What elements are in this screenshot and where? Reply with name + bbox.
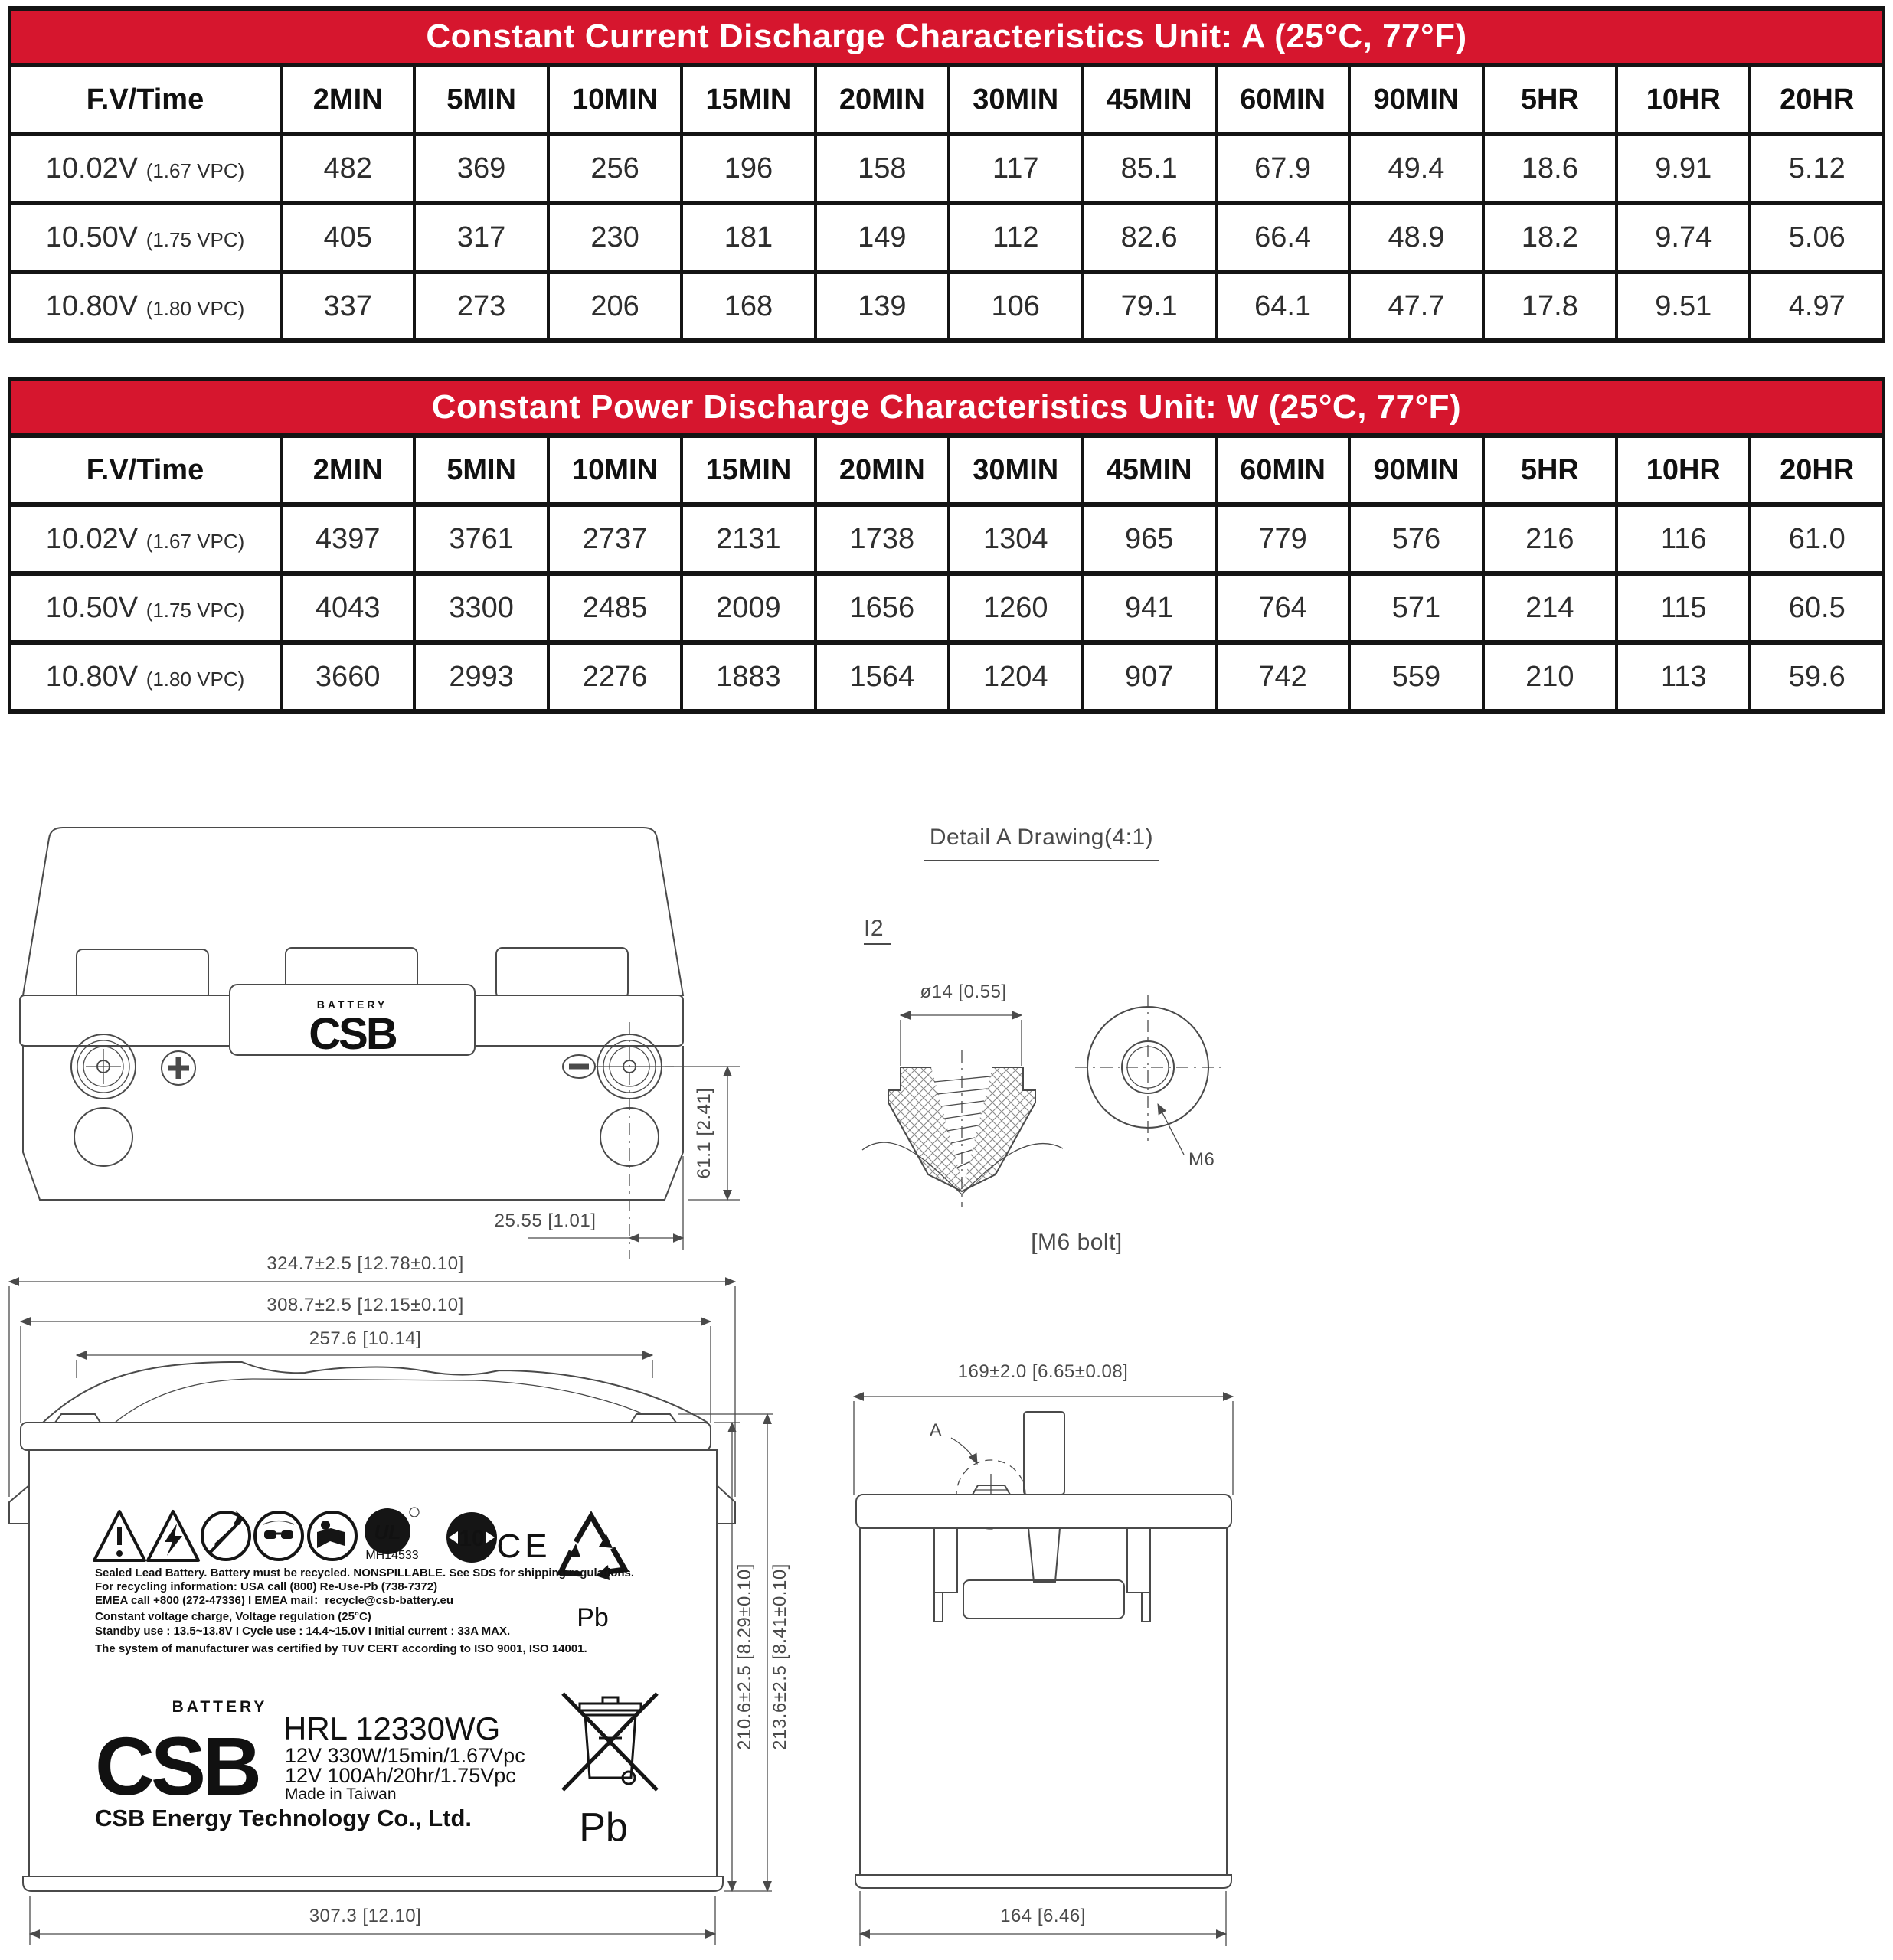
svg-text:308.7±2.5 [12.15±0.10]: 308.7±2.5 [12.15±0.10] [266, 1295, 464, 1315]
power-value-cell: 4043 [281, 573, 414, 642]
ce-mark: CE [496, 1527, 551, 1565]
flange-left [9, 1485, 29, 1524]
current-value-cell: 9.51 [1617, 272, 1750, 341]
power-value-cell: 2993 [414, 642, 548, 711]
power-value-cell: 1738 [816, 505, 949, 573]
current-value-cell: 5.06 [1750, 203, 1884, 272]
crossed-bin-icon [563, 1694, 657, 1790]
vpc-note: (1.67 VPC) [145, 529, 245, 553]
svg-text:307.3 [12.10]: 307.3 [12.10] [309, 1906, 422, 1926]
power-value-cell: 2131 [682, 505, 815, 573]
company-name: CSB Energy Technology Co., Ltd. [95, 1805, 472, 1831]
power-value-cell: 965 [1082, 505, 1215, 573]
terminal-cap-right [631, 1414, 676, 1423]
current-data-row [9, 203, 1884, 272]
terminal-bracket [934, 1528, 1150, 1622]
current-row-label: 10.80V (1.80 VPC) [9, 272, 281, 341]
detail-a-leader [951, 1438, 977, 1464]
power-col-header-10hr: 10HR [1617, 436, 1750, 505]
current-value-cell: 5.12 [1750, 134, 1884, 203]
current-corner-header: F.V/Time [9, 65, 281, 134]
current-value-cell: 196 [682, 134, 815, 203]
thread-label: M6 [1188, 1149, 1215, 1170]
current-value-cell: 18.6 [1483, 134, 1617, 203]
svg-text:164 [6.46]: 164 [6.46] [1000, 1906, 1086, 1926]
power-col-header-5hr: 5HR [1483, 436, 1617, 505]
terminal-cap-left [55, 1414, 100, 1423]
current-value-cell: 4.97 [1750, 272, 1884, 341]
model-number: HRL 12330WG [283, 1710, 501, 1746]
dim-width-body [30, 1896, 715, 1945]
current-col-header-10hr: 10HR [1617, 65, 1750, 134]
power-col-header-60min: 60MIN [1216, 436, 1349, 505]
power-value-cell: 2737 [548, 505, 682, 573]
spec-power: 12V 330W/15min/1.67Vpc [285, 1744, 525, 1767]
power-corner-header: F.V/Time [9, 436, 281, 505]
current-value-cell: 158 [816, 134, 949, 203]
power-value-cell: 214 [1483, 573, 1617, 642]
current-value-cell: 82.6 [1082, 203, 1215, 272]
svg-text:324.7±2.5 [12.78±0.10]: 324.7±2.5 [12.78±0.10] [266, 1253, 464, 1274]
current-col-header-60min: 60MIN [1216, 65, 1349, 134]
technical-drawings [0, 796, 1893, 1960]
power-col-header-2min: 2MIN [281, 436, 414, 505]
current-value-cell: 337 [281, 272, 414, 341]
label-line-2: For recycling information: USA call (800) Re-Use-Pb (738-7372) [95, 1580, 438, 1593]
power-col-header-90min: 90MIN [1349, 436, 1483, 505]
label-line-3: EMEA call +800 (272-47336) I EMEA mail：recycle@csb-battery.eu [95, 1594, 454, 1607]
current-value-cell: 369 [414, 134, 548, 203]
power-col-header-45min: 45MIN [1082, 436, 1215, 505]
power-value-cell: 1883 [682, 642, 815, 711]
power-col-header-5min: 5MIN [414, 436, 548, 505]
power-value-cell: 3761 [414, 505, 548, 573]
power-value-cell: 210 [1483, 642, 1617, 711]
side-view [854, 1361, 1233, 1946]
current-col-header-90min: 90MIN [1349, 65, 1483, 134]
current-value-cell: 206 [548, 272, 682, 341]
detail-title: Detail A Drawing(4:1) [929, 825, 1154, 850]
rohs-10-icon [446, 1512, 497, 1563]
power-col-header-30min: 30MIN [949, 436, 1082, 505]
ul-mark-icon [365, 1508, 419, 1554]
current-value-cell: 139 [816, 272, 949, 341]
power-col-header-20min: 20MIN [816, 436, 949, 505]
power-value-cell: 61.0 [1750, 505, 1884, 573]
detail-a-view [862, 825, 1224, 1255]
power-table-title: Constant Power Discharge Characteristics Unit: W (25°C, 77°F) [9, 379, 1884, 436]
label-brand-small: BATTERY [172, 1698, 268, 1716]
power-value-cell: 60.5 [1750, 573, 1884, 642]
electric-shock-icon [148, 1511, 198, 1560]
front-view [9, 1253, 790, 1945]
minus-marker-icon [563, 1055, 595, 1078]
svg-text:213.6±2.5 [8.41±0.10]: 213.6±2.5 [8.41±0.10] [770, 1563, 790, 1750]
power-value-cell: 779 [1216, 505, 1349, 573]
pb-bin-text: Pb [579, 1805, 628, 1850]
power-value-cell: 3300 [414, 573, 548, 642]
current-value-cell: 256 [548, 134, 682, 203]
brand-small-text: BATTERY [316, 998, 388, 1011]
label-line-4: Constant voltage charge, Voltage regulation (25°C) [95, 1610, 371, 1623]
current-row-label: 10.02V (1.67 VPC) [9, 134, 281, 203]
overall-view [20, 828, 740, 1259]
side-lid [856, 1494, 1231, 1528]
dim-width-handle [77, 1328, 652, 1378]
current-value-cell: 67.9 [1216, 134, 1349, 203]
origin-text: Made in Taiwan [285, 1785, 397, 1803]
current-col-header-10min: 10MIN [548, 65, 682, 134]
power-value-cell: 2009 [682, 573, 815, 642]
power-value-cell: 1304 [949, 505, 1082, 573]
current-value-cell: 64.1 [1216, 272, 1349, 341]
power-value-cell: 571 [1349, 573, 1483, 642]
current-col-header-5hr: 5HR [1483, 65, 1617, 134]
current-value-cell: 49.4 [1349, 134, 1483, 203]
current-value-cell: 48.9 [1349, 203, 1483, 272]
csb-logo: CSB [309, 1009, 396, 1059]
vpc-note: (1.67 VPC) [145, 158, 245, 182]
power-data-row [9, 573, 1884, 642]
bolt-caption: [M6 bolt] [1031, 1230, 1123, 1255]
read-manual-icon [309, 1512, 356, 1560]
current-value-cell: 482 [281, 134, 414, 203]
label-text [95, 1566, 634, 1655]
spec-capacity: 12V 100Ah/20hr/1.75Vpc [285, 1764, 516, 1787]
current-value-cell: 106 [949, 272, 1082, 341]
detail-a-marker: A [929, 1420, 943, 1441]
svg-text:10: 10 [459, 1526, 485, 1551]
case-recess-left [74, 1108, 132, 1166]
current-data-row [9, 272, 1884, 341]
power-value-cell: 2276 [548, 642, 682, 711]
current-col-header-45min: 45MIN [1082, 65, 1215, 134]
current-value-cell: 149 [816, 203, 949, 272]
goggles-icon [255, 1512, 302, 1560]
current-col-header-20min: 20MIN [816, 65, 949, 134]
current-value-cell: 273 [414, 272, 548, 341]
dim-width-lid [21, 1295, 711, 1423]
power-value-cell: 1656 [816, 573, 949, 642]
power-value-cell: 559 [1349, 642, 1483, 711]
current-value-cell: 66.4 [1216, 203, 1349, 272]
current-data-row [9, 134, 1884, 203]
current-value-cell: 18.2 [1483, 203, 1617, 272]
handle-inner [115, 1379, 662, 1423]
current-value-cell: 230 [548, 203, 682, 272]
power-value-cell: 2485 [548, 573, 682, 642]
current-value-cell: 168 [682, 272, 815, 341]
current-value-cell: 117 [949, 134, 1082, 203]
power-col-header-20hr: 20HR [1750, 436, 1884, 505]
terminal-code: I2 [864, 916, 884, 941]
power-value-cell: 1260 [949, 573, 1082, 642]
no-fire-icon [202, 1511, 250, 1560]
ul-code: MH14533 [365, 1549, 419, 1562]
power-value-cell: 941 [1082, 573, 1215, 642]
power-value-cell: 1564 [816, 642, 949, 711]
svg-text:61.1 [2.41]: 61.1 [2.41] [694, 1087, 714, 1179]
brand-block [95, 1698, 267, 1812]
current-value-cell: 9.74 [1617, 203, 1750, 272]
power-value-cell: 59.6 [1750, 642, 1884, 711]
svg-text:257.6 [10.14]: 257.6 [10.14] [309, 1328, 422, 1349]
current-col-header-15min: 15MIN [682, 65, 815, 134]
power-value-cell: 113 [1617, 642, 1750, 711]
power-value-cell: 1204 [949, 642, 1082, 711]
dim-terminal-offset [495, 1156, 683, 1250]
current-value-cell: 181 [682, 203, 815, 272]
power-value-cell: 116 [1617, 505, 1750, 573]
svg-text:ø14 [0.55]: ø14 [0.55] [920, 982, 1007, 1002]
dim-width-flange [9, 1253, 735, 1497]
constant-current-table [8, 6, 1885, 343]
pb-recycle-text: Pb [577, 1603, 609, 1632]
case-base [23, 1877, 723, 1891]
current-value-cell: 405 [281, 203, 414, 272]
current-col-header-5min: 5MIN [414, 65, 548, 134]
current-value-cell: 47.7 [1349, 272, 1483, 341]
vpc-note: (1.75 VPC) [145, 227, 245, 251]
current-value-cell: 79.1 [1082, 272, 1215, 341]
constant-power-table [8, 377, 1885, 714]
label-csb-logo: CSB [95, 1720, 259, 1812]
plus-marker-icon [162, 1051, 195, 1085]
label-line-1: Sealed Lead Battery. Battery must be recycled. NONSPILLABLE. See SDS for shipping regulations. [95, 1566, 635, 1579]
lid-strip [21, 1423, 711, 1450]
handle-outer [43, 1362, 708, 1423]
power-data-row [9, 642, 1884, 711]
vent-cap-left [77, 949, 208, 1000]
power-row-label: 10.50V (1.75 VPC) [9, 573, 281, 642]
current-value-cell: 85.1 [1082, 134, 1215, 203]
current-row-label: 10.50V (1.75 VPC) [9, 203, 281, 272]
insert-top-view [1075, 995, 1224, 1170]
power-row-label: 10.80V (1.80 VPC) [9, 642, 281, 711]
svg-text:UL: UL [374, 1521, 401, 1544]
current-value-cell: 317 [414, 203, 548, 272]
current-value-cell: 112 [949, 203, 1082, 272]
side-base [855, 1875, 1231, 1888]
power-value-cell: 742 [1216, 642, 1349, 711]
power-col-header-10min: 10MIN [548, 436, 682, 505]
current-col-header-30min: 30MIN [949, 65, 1082, 134]
terminal-post [1024, 1412, 1064, 1494]
power-value-cell: 216 [1483, 505, 1617, 573]
label-line-5: Standby use : 13.5~13.8V I Cycle use : 14.4~15.0V I Initial current : 33A MAX. [95, 1625, 511, 1638]
svg-text:210.6±2.5 [8.29±0.10]: 210.6±2.5 [8.29±0.10] [734, 1563, 755, 1750]
dim-insert-diameter [901, 982, 1022, 1066]
vpc-note: (1.75 VPC) [145, 598, 245, 622]
dim-side-body-width [860, 1891, 1226, 1946]
svg-text:25.55 [1.01]: 25.55 [1.01] [494, 1210, 597, 1231]
power-value-cell: 764 [1216, 573, 1349, 642]
power-value-cell: 907 [1082, 642, 1215, 711]
vent-cap-right [496, 948, 628, 998]
power-value-cell: 115 [1617, 573, 1750, 642]
current-value-cell: 17.8 [1483, 272, 1617, 341]
power-data-row [9, 505, 1884, 573]
svg-text:169±2.0 [6.65±0.08]: 169±2.0 [6.65±0.08] [957, 1361, 1129, 1382]
dim-terminal-height [665, 1067, 740, 1200]
current-table-title: Constant Current Discharge Characteristics Unit: A (25°C, 77°F) [9, 8, 1884, 65]
vpc-note: (1.80 VPC) [145, 667, 245, 691]
power-value-cell: 576 [1349, 505, 1483, 573]
current-col-header-2min: 2MIN [281, 65, 414, 134]
current-value-cell: 9.91 [1617, 134, 1750, 203]
current-col-header-20hr: 20HR [1750, 65, 1884, 134]
power-value-cell: 4397 [281, 505, 414, 573]
power-col-header-15min: 15MIN [682, 436, 815, 505]
power-value-cell: 3660 [281, 642, 414, 711]
vpc-note: (1.80 VPC) [145, 296, 245, 320]
warning-icon [94, 1511, 145, 1560]
label-line-6: The system of manufacturer was certified by TUV CERT according to ISO 9001, ISO 14001. [95, 1642, 587, 1655]
power-row-label: 10.02V (1.67 VPC) [9, 505, 281, 573]
